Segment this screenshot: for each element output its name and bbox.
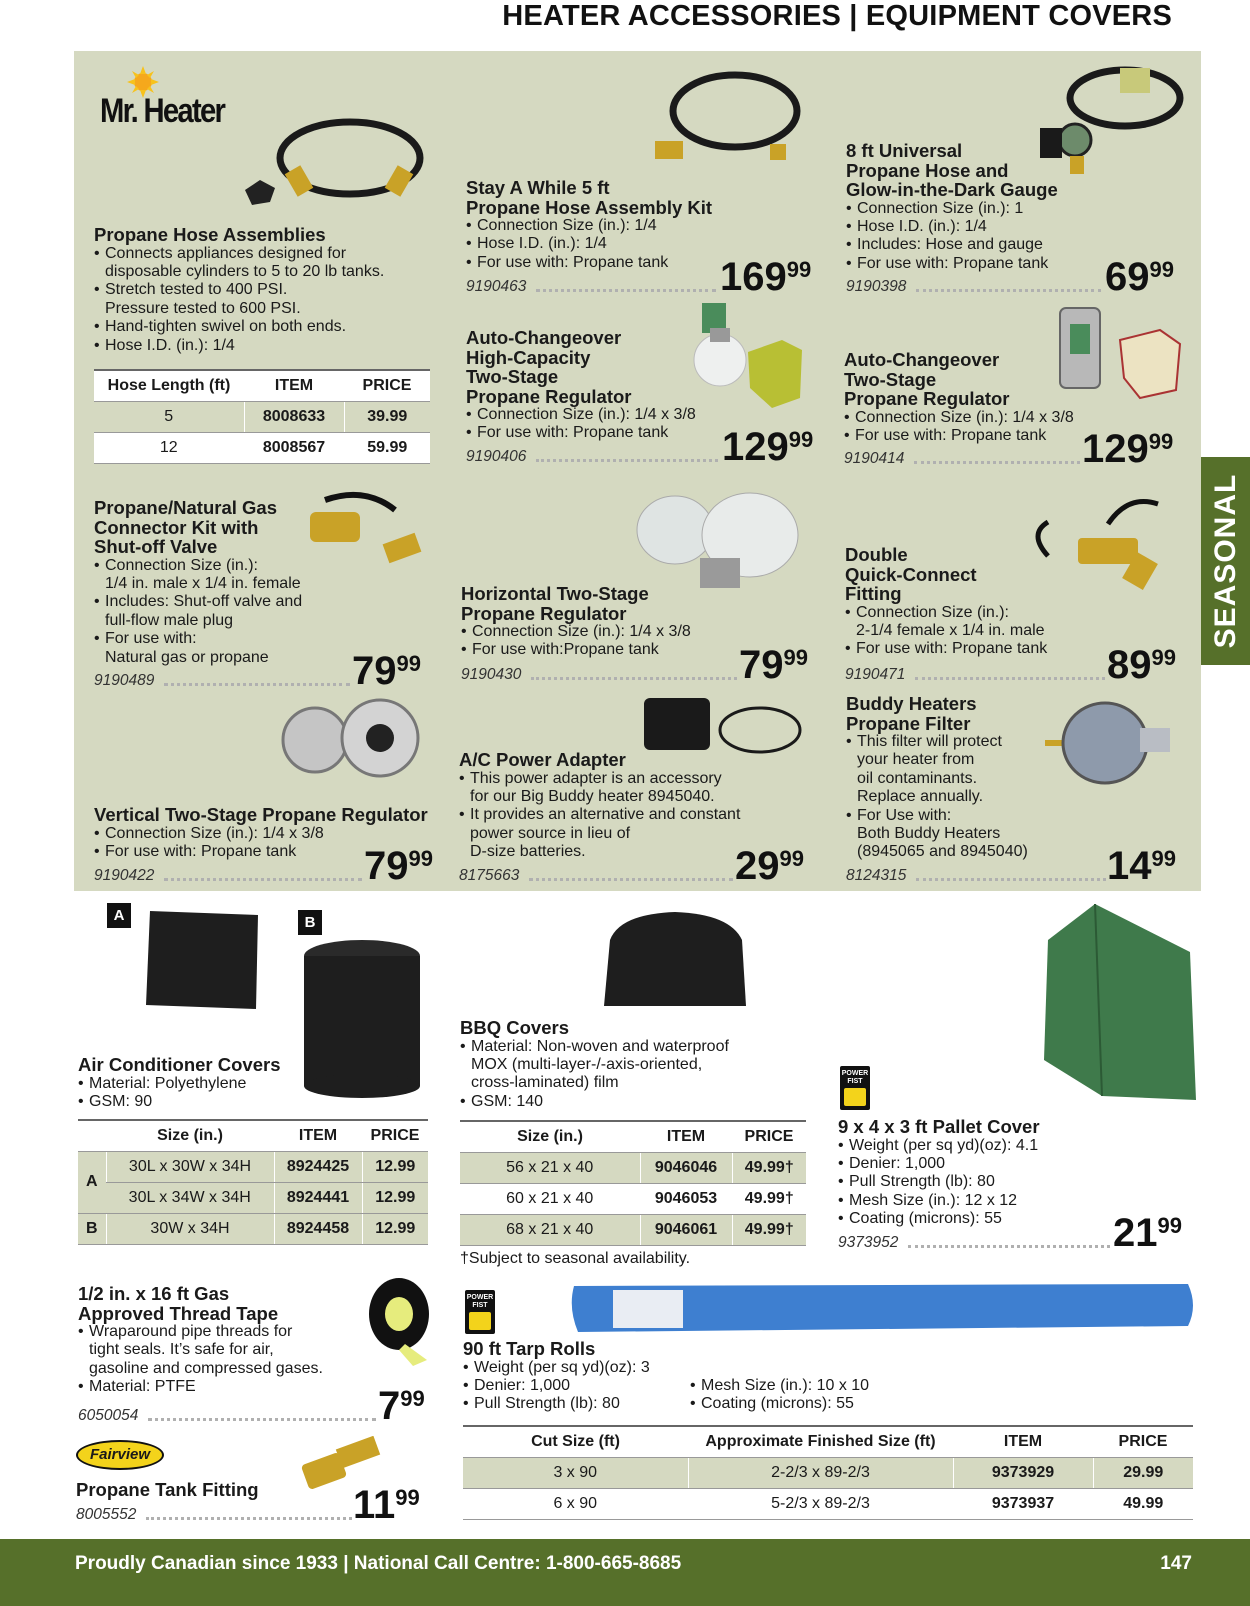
mr-heater-logo	[100, 66, 250, 132]
price: 2199	[1113, 1211, 1182, 1255]
propane-hose-assemblies	[94, 225, 434, 355]
propane-tank-fitting: Propane Tank Fitting	[76, 1479, 259, 1500]
bbq-covers: BBQ Covers • Material: Non-woven and waterproof MOX (multi-layer-/-axis-oriented, cross-laminated) film • GSM: 140	[460, 1018, 800, 1111]
table-row: 68 x 21 x 40 9046061 49.99†	[460, 1214, 806, 1245]
ac-covers-table: Size (in.) ITEM PRICE A 30L x 30W x 34H 8924425 12.99 30L x 34W x 34H 8924441 12.99 B 30W x 34H 8924458 12.99	[78, 1119, 428, 1245]
vertical-two-stage-regulator: Vertical Two-Stage Propane Regulator • Connection Size (in.): 1/4 x 3/8 • For use with: Propane tank	[94, 805, 444, 861]
table-row: 6 x 90 5-2/3 x 89-2/3 9373937 49.99	[463, 1488, 1193, 1519]
sku-line: 8124315	[846, 863, 1106, 885]
sku-line: 9190430	[461, 662, 737, 684]
connector-kit-shutoff-valve: Propane/Natural Gas Connector Kit with Shut-off Valve • Connection Size (in.): 1/4 in. male x 1/4 in. female • Includes: Shut-off valve and full-flow male plug • For use with: Natural gas or propane	[94, 498, 424, 667]
table-row: 5 8008633 39.99	[94, 401, 430, 432]
sku-line: 9190422	[94, 863, 362, 885]
sku-line: 9190489	[94, 668, 350, 690]
sku-line: 9373952	[838, 1230, 1110, 1252]
table-row: B 30W x 34H 8924458 12.99	[78, 1213, 428, 1244]
auto-changeover-two-stage-regulator: Auto-Changeover Two-Stage Propane Regulator • Connection Size (in.): 1/4 x 3/8 • For use with: Propane tank	[844, 350, 1124, 445]
ac-cover-round-image	[300, 940, 425, 1100]
universal-propane-hose-gauge: 8 ft Universal Propane Hose and Glow-in-the-Dark Gauge • Connection Size (in.): 1 • Hose I.D. (in.): 1/4 • Includes: Hose and gauge • For use with: Propane tank	[846, 141, 1126, 273]
table-row: 30L x 34W x 34H 8924441 12.99	[78, 1182, 428, 1213]
bbq-cover-image	[600, 910, 750, 1010]
price: 12999	[1082, 427, 1174, 471]
section-tab[interactable]	[1201, 457, 1250, 665]
bullet: Pressure tested to 600 PSI.	[105, 299, 301, 317]
sku-line: 8175663	[459, 863, 733, 885]
gas-thread-tape: 1/2 in. x 16 ft Gas Approved Thread Tape • Wraparound pipe threads for tight seals. It’s safe for air, gasoline and compressed gases. • Material: PTFE	[78, 1284, 368, 1397]
double-quick-connect-fitting: Double Quick-Connect Fitting • Connection Size (in.): 2-1/4 female x 1/4 in. male • For use with: Propane tank	[845, 545, 1125, 659]
hose-length-table: Hose Length (ft) ITEM PRICE 5 8008633 39.99 12 8008567 59.99	[94, 369, 430, 464]
price: 7999	[739, 643, 808, 687]
table-row: 3 x 90 2-2/3 x 89-2/3 9373929 29.99	[463, 1457, 1193, 1488]
seasonal-footnote: †Subject to seasonal availability.	[460, 1250, 691, 1267]
ac-power-adapter: A/C Power Adapter • This power adapter is an accessory for our Big Buddy heater 8945040. • It provides an alternative and constant power source in lieu of D-size batteries.	[459, 750, 779, 862]
table-row: A 30L x 30W x 34H 8924425 12.99	[78, 1151, 428, 1182]
price: 12999	[722, 425, 814, 469]
vertical-regulator-image	[275, 698, 425, 783]
pallet-cover: 9 x 4 x 3 ft Pallet Cover • Weight (per sq yd)(oz): 4.1 • Denier: 1,000 • Pull Strength (lb): 80 • Mesh Size (in.): 12 x 12 • Coating (microns): 55	[838, 1117, 1098, 1229]
price: 6999	[1105, 255, 1174, 299]
hose-assembly-image	[240, 110, 430, 220]
stay-a-while-hose-kit: Stay A While 5 ft Propane Hose Assembly Kit • Connection Size (in.): 1/4 • Hose I.D. (in.): 1/4 • For use with: Propane tank	[466, 178, 816, 272]
variant-badge-a: A	[107, 903, 131, 928]
price: 1199	[353, 1483, 420, 1527]
power-fist-logo: POWER FIST	[465, 1290, 495, 1334]
sku-line: 9190414	[844, 446, 1080, 468]
stay-a-while-hose-image	[650, 66, 810, 176]
auto-changeover-highcap-regulator: Auto-Changeover High-Capacity Two-Stage Propane Regulator • Connection Size (in.): 1/4 x 3/8 • For use with: Propane tank	[466, 328, 746, 443]
bullet: disposable cylinders to 5 to 20 lb tanks.	[105, 262, 385, 280]
sku-line: 9190398	[846, 274, 1101, 296]
table-row: 60 x 21 x 40 9046053 49.99†	[460, 1183, 806, 1214]
sku-line: 6050054	[78, 1403, 376, 1425]
bullet: • Connects appliances designed for	[94, 245, 434, 263]
bullet: • Stretch tested to 400 PSI.	[94, 281, 434, 299]
tarp-roll-image	[568, 1282, 1198, 1334]
price: 1499	[1107, 844, 1176, 888]
variant-badge-b: B	[298, 910, 322, 935]
buddy-heaters-propane-filter: Buddy Heaters Propane Filter • This filter will protect your heater from oil contaminants. Replace annually. • For Use with: Both Buddy Heaters (8945065 and 8945040)	[846, 694, 1096, 862]
price: 7999	[364, 844, 433, 888]
section-tab-label: SEASONAL	[1208, 473, 1242, 649]
tarp-rolls-specs: • Mesh Size (in.): 10 x 10 • Coating (microns): 55	[690, 1377, 950, 1414]
footer-text: Proudly Canadian since 1933 | National Call Centre: 1-800-665-8685	[75, 1553, 682, 1574]
sku-line: 9190463	[466, 274, 716, 296]
ac-cover-square-image	[140, 905, 265, 1015]
table-row: 12 8008567 59.99	[94, 432, 430, 463]
pallet-cover-image	[1040, 900, 1200, 1105]
price: 7999	[352, 649, 421, 693]
product-title: Propane Hose Assemblies	[94, 224, 326, 245]
fairview-logo: Fairview	[76, 1440, 164, 1470]
sku-line: 9190471	[845, 662, 1105, 684]
thread-tape-image	[365, 1272, 435, 1372]
horizontal-two-stage-regulator: Horizontal Two-Stage Propane Regulator • Connection Size (in.): 1/4 x 3/8 • For use with:Propane tank	[461, 584, 761, 660]
horizontal-regulator-image	[630, 490, 810, 595]
page-title: HEATER ACCESSORIES | EQUIPMENT COVERS	[502, 0, 1172, 32]
price: 799	[378, 1384, 425, 1428]
bbq-covers-table: Size (in.) ITEM PRICE 56 x 21 x 40 9046046 49.99† 60 x 21 x 40 9046053 49.99† 68 x 21 x 40 9046061 49.99†	[460, 1120, 806, 1246]
price: 8999	[1107, 643, 1176, 687]
price: 2999	[735, 844, 804, 888]
sku-line: 9190406	[466, 444, 718, 466]
page-number: 147	[1160, 1553, 1192, 1574]
mr-heater-wordmark: Mr. Heater	[100, 92, 225, 130]
tarp-rolls-table: Cut Size (ft) Approximate Finished Size (ft) ITEM PRICE 3 x 90 2-2/3 x 89-2/3 9373929 29.99 6 x 90 5-2/3 x 89-2/3 9373937 49.99	[463, 1425, 1193, 1520]
tarp-rolls: 90 ft Tarp Rolls • Weight (per sq yd)(oz): 3 • Denier: 1,000 • Pull Strength (lb): 80	[463, 1339, 743, 1414]
bullet: • Hand-tighten swivel on both ends.	[94, 318, 434, 336]
power-fist-logo: POWER FIST	[840, 1066, 870, 1110]
price: 16999	[720, 255, 812, 299]
table-row: 56 x 21 x 40 9046046 49.99†	[460, 1152, 806, 1183]
sku-line: 8005552	[76, 1502, 352, 1524]
bullet: • Hose I.D. (in.): 1/4	[94, 337, 434, 355]
air-conditioner-covers: Air Conditioner Covers • Material: Polyethylene • GSM: 90	[78, 1055, 308, 1111]
